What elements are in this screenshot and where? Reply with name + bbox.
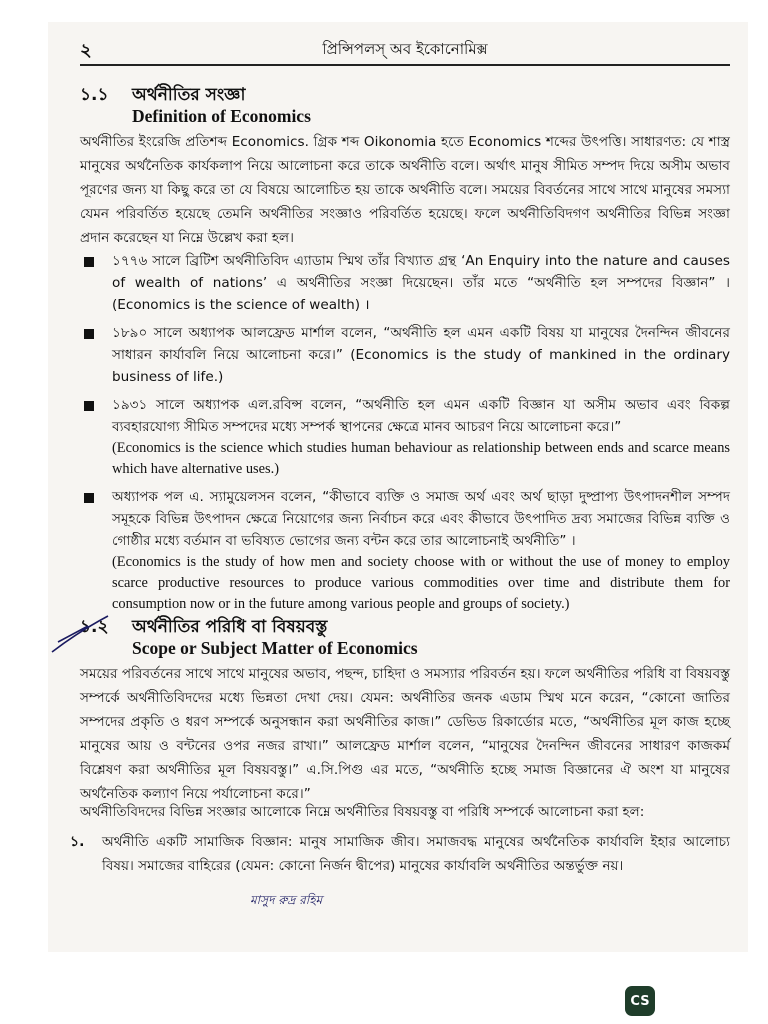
square-bullet-icon	[84, 493, 94, 503]
list-item	[80, 486, 730, 615]
square-bullet-icon	[84, 329, 94, 339]
definition-intro-paragraph: অর্থনীতির ইংরেজি প্রতিশব্দ Economics. গ্রিক শব্দ Oikonomia হতে Economics শব্দের উৎপত্তি। সাধারণত: যে শাস্ত্র মানুষের অর্থনৈতিক কার্যকলাপ নিয়ে আলোচনা করে তাকে অর্থনীতি বলে। অর্থাৎ মানুষ সীমিত সম্পদ দিয়ে অসীম অভাব পূরণের জন্য যা কিছু করে তা যে বিষয়ে আলোচিত হয় তাকে অর্থনীতি বলে। সময়ের বিবর্তনের সাথে সাথে মানুষের সমস্যা যেমন পরিবর্তিত হয়েছে তেমনি অর্থনীতির সংজ্ঞাও পরিবর্তিত হয়েছে। ফলে অর্থনীতিবিদগণ অর্থনীতির বিভিন্ন সংজ্ঞা প্রদান করেছেন যা নিম্নে উল্লেখ করা হল।	[80, 134, 730, 246]
section-1-1-heading	[80, 82, 730, 132]
page-content	[70, 22, 730, 952]
pen-mark-icon	[48, 602, 138, 662]
definition-text: অধ্যাপক পল এ. স্যামুয়েলসন বলেন, “কীভাবে ব্যক্তি ও সমাজ অর্থ এবং অর্থ ছাড়া দুষ্প্রাপ্য উৎপাদনশীল সম্পদ সমূহকে বিভিন্ন উৎপাদন ক্ষেত্রে নিয়োগের জন্য নির্বাচন করে এবং কীভাবে উৎপাদিত দ্রব্য সমাজের বিভিন্ন ব্যক্তি ও গোষ্ঠীর মধ্যে বর্তমান বা ভবিষ্যত ভোগের জন্য বন্টন করে তার আলোচনাই অর্থনীতি” ।	[112, 489, 730, 549]
item-text: অর্থনীতি একটি সামাজিক বিজ্ঞান: মানুষ সামাজিক জীব। সমাজবদ্ধ মানুষের অর্থনৈতিক কার্যাবলি ইহার আলোচ্য বিষয়। সমাজের বাহিরের (যেমন: কোনো নির্জন দ্বীপের) মানুষের কার্যাবলি অর্থনীতির অন্তর্ভুক্ত নয়।	[102, 834, 730, 874]
scope-intro-paragraph: অর্থনীতিবিদদের বিভিন্ন সংজ্ঞার আলোকে নিম্নে অর্থনীতির বিষয়বস্তু বা পরিধি সম্পর্কে আলোচনা করা হল:	[80, 804, 645, 820]
section-number: ১.২	[80, 617, 109, 637]
definition-text: ১৭৭৬ সালে ব্রিটিশ অর্থনীতিবিদ এ্যাডাম স্মিথ তাঁর বিখ্যাত গ্রন্থ ‘An Enquiry into the nature and causes of wealth of nations’ এ অর্থনীতির সংজ্ঞা দিয়েছেন। তাঁর মতে “অর্থনীতি হল সম্পদের বিজ্ঞান” । (Economics is the science of wealth) ।	[112, 253, 730, 313]
square-bullet-icon	[84, 401, 94, 411]
running-title: প্রিন্সিপলস্ অব ইকোনোমিক্স	[322, 40, 488, 58]
item-number: ১.	[70, 834, 85, 850]
numbered-item	[70, 830, 730, 878]
handwritten-note: মাসুদ রুদ্র রহিম	[250, 893, 323, 907]
camscanner-badge-icon: CS	[625, 986, 655, 1016]
list-item	[80, 322, 730, 388]
section-title-english: Scope or Subject Matter of Economics	[132, 638, 418, 658]
definition-text: ১৯৩১ সালে অধ্যাপক এল.রবিন্স বলেন, “অর্থনীতি হল এমন একটি বিজ্ঞান যা অসীম অভাব এবং বিকল্প ব্যবহারযোগ্য সীমিত সম্পদের মধ্যে সম্পর্ক স্থাপনের ক্ষেত্রে মানব আচরণ নিয়ে আলোচনা করে।”	[112, 397, 730, 435]
definition-translation: (Economics is the study of how men and society choose with or without the use of money to employ scarce productive resources to produce various commodities over time and distribute them for consumption now or in the future among various people and groups of society.)	[112, 554, 730, 612]
scope-paragraph: সময়ের পরিবর্তনের সাথে সাথে মানুষের অভাব, পছন্দ, চাহিদা ও সমস্যার পরিবর্তন হয়। ফলে অর্থনীতির পরিধি বা বিষয়বস্তু সম্পর্কে অর্থনীতিবিদদের মধ্যে ভিন্নতা দেখা দেয়। যেমন: অর্থনীতির জনক এডাম স্মিথ মনে করেন, “কোনো জাতির সম্পদের প্রকৃতি ও ধরণ সম্পর্কে অনুসন্ধান করা অর্থনীতির কাজ।” ডেভিড রিকার্ডোর মতে, “অর্থনীতির মূল কাজ হচ্ছে মানুষের আয় ও বন্টনের ওপর নজর রাখা।” আলফ্রেড মার্শাল বলেন, “মানুষের দৈনন্দিন জীবনের সাধারণ কাজকর্ম বিশ্লেষণ করা অর্থনীতির মূল বিষয়বস্তু।” এ.সি.পিগু এর মতে, “অর্থনীতি হচ্ছে সমাজ বিজ্ঞানের ঐ অংশ যা মানুষের অর্থনৈতিক কল্যাণ নিয়ে পর্যালোচনা করে।”	[80, 666, 730, 802]
document-page	[48, 22, 748, 952]
page-header	[80, 36, 730, 66]
section-1-2-heading	[80, 614, 730, 664]
list-item	[80, 250, 730, 316]
list-item	[80, 394, 730, 480]
definition-list	[80, 250, 730, 621]
section-number: ১.১	[80, 85, 109, 105]
section-title-bengali: অর্থনীতির সংজ্ঞা	[132, 85, 246, 105]
square-bullet-icon	[84, 257, 94, 267]
section-title-english: Definition of Economics	[132, 106, 311, 126]
page-number: ২	[80, 40, 92, 61]
section-title-bengali: অর্থনীতির পরিধি বা বিষয়বস্তু	[132, 617, 328, 637]
definition-translation: (Economics is the science which studies human behaviour as relationship between ends and scarce means which have alternative uses.)	[112, 440, 730, 477]
definition-text: ১৮৯০ সালে অধ্যাপক আলফ্রেড মার্শাল বলেন, “অর্থনীতি হল এমন একটি বিষয় যা মানুষের দৈনন্দিন জীবনের সাধারন কার্যাবলি নিয়ে আলোচনা করে।” (Economics is the study of mankined in the ordinary business of life.)	[112, 325, 730, 385]
